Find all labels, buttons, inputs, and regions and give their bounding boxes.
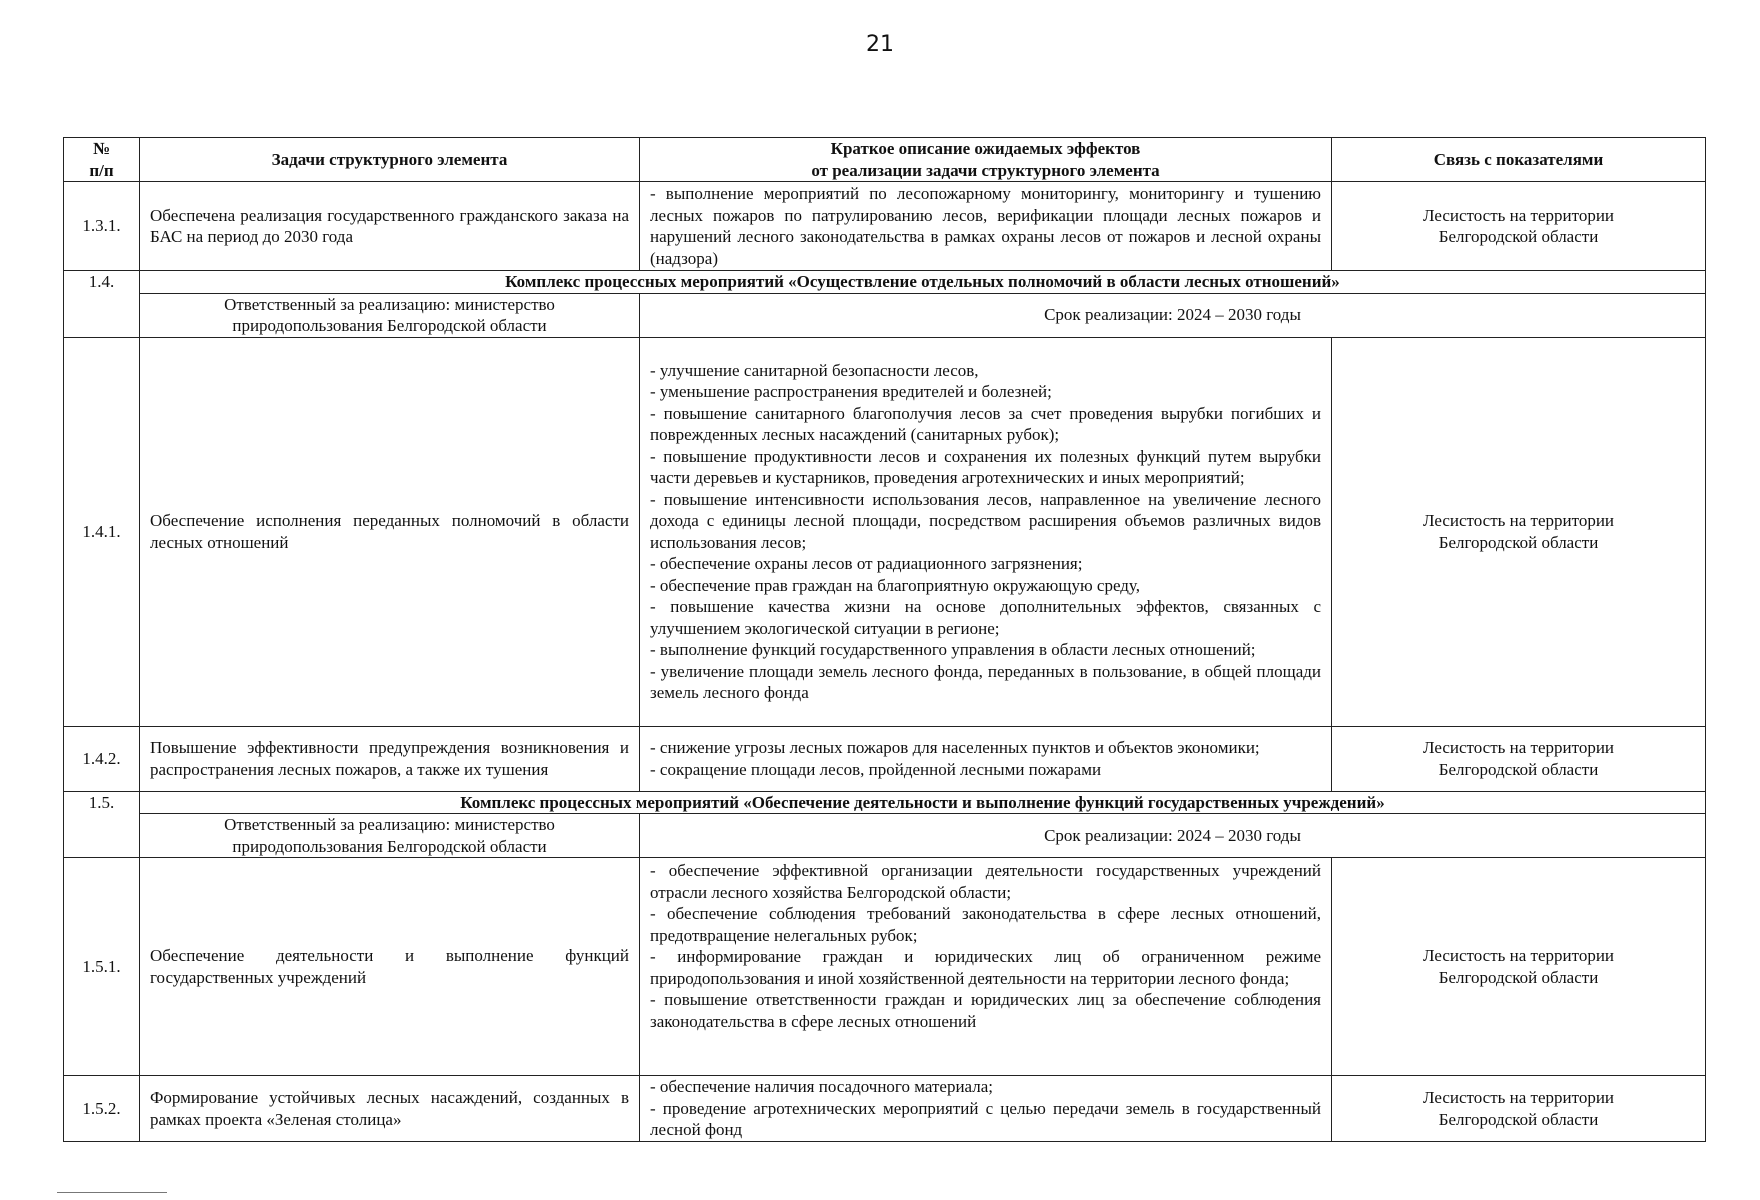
row-number: 1.5.1. [64, 858, 140, 1076]
section-title: Комплекс процессных мероприятий «Осуществление отдельных полномочий в области лесных отношений» [140, 271, 1706, 294]
task-cell: Обеспечение исполнения переданных полномочий в области лесных отношений [140, 337, 640, 726]
indicator-line2: Белгородской области [1438, 759, 1599, 779]
effects-cell [640, 1076, 1332, 1142]
indicator-line2: Белгородской области [1438, 227, 1599, 246]
table-row [64, 726, 1706, 791]
effect-item: - обеспечение соблюдения требований законодательства в сфере лесных отношений, предотвращение нелегальных рубок; [650, 904, 1321, 945]
effect-item: - повышение ответственности граждан и юридических лиц за обеспечение соблюдения законодательства в сфере лесных отношений [650, 990, 1321, 1031]
section-meta-row [64, 814, 1706, 858]
header-tasks: Задачи структурного элемента [140, 138, 640, 182]
indicator-line1: Лесистость на территории [1422, 738, 1615, 757]
effects-cell [640, 182, 1332, 271]
task-cell: Формирование устойчивых лесных насаждений, созданных в рамках проекта «Зеленая столица» [140, 1076, 640, 1142]
header-effects-line2: от реализации задачи структурного элемента [811, 160, 1160, 180]
task-cell: Обеспечена реализация государственного гражданского заказа на БАС на период до 2030 года [140, 182, 640, 271]
effects-cell [640, 858, 1332, 1076]
indicator-line2: Белгородской области [1438, 1109, 1599, 1129]
effect-item: - повышение продуктивности лесов и сохранения их полезных функций путем вырубки части деревьев и кустарников, проведения агротехнических и иных мероприятий; [650, 446, 1321, 487]
indicator-cell [1332, 337, 1706, 726]
responsible-line2: природопользования Белгородской области [232, 316, 547, 335]
header-num [64, 138, 140, 182]
indicator-line1: Лесистость на территории [1422, 946, 1615, 965]
effect-item: - проведение агротехнических мероприятий с целью передачи земель в государственный лесной фонд [650, 1098, 1321, 1140]
header-row [64, 138, 1706, 182]
effect-item: - уменьшение распространения вредителей и болезней; [650, 382, 1052, 401]
section-number: 1.5. [64, 791, 140, 858]
section-row [64, 271, 1706, 294]
structural-elements-table [63, 137, 1706, 1142]
row-number: 1.3.1. [64, 182, 140, 271]
period-cell: Срок реализации: 2024 – 2030 годы [640, 814, 1706, 858]
header-num-line1: № [92, 139, 111, 158]
table-row [64, 1076, 1706, 1142]
indicator-line2: Белгородской области [1438, 532, 1599, 552]
indicator-cell [1332, 1076, 1706, 1142]
responsible-cell [140, 814, 640, 858]
effect-item: - снижение угрозы лесных пожаров для населенных пунктов и объектов экономики; [650, 738, 1260, 757]
header-num-line2: п/п [89, 160, 114, 180]
header-effects [640, 138, 1332, 182]
indicator-line1: Лесистость на территории [1422, 205, 1615, 225]
responsible-line1: Ответственный за реализацию: министерство [224, 815, 555, 834]
indicator-cell [1332, 726, 1706, 791]
page-number: 21 [866, 32, 894, 57]
table-row [64, 337, 1706, 726]
section-meta-row [64, 293, 1706, 337]
indicator-line2: Белгородской области [1438, 967, 1599, 987]
section-number: 1.4. [64, 271, 140, 338]
period-cell: Срок реализации: 2024 – 2030 годы [640, 293, 1706, 337]
effects-cell [640, 726, 1332, 791]
effect-item: - повышение санитарного благополучия лесов за счет проведения вырубки погибших и поврежденных лесных насаждений (санитарных рубок); [650, 403, 1321, 444]
responsible-line1: Ответственный за реализацию: министерство [224, 294, 555, 314]
indicator-cell [1332, 858, 1706, 1076]
task-cell: Обеспечение деятельности и выполнение функций государственных учреждений [140, 858, 640, 1076]
responsible-line2: природопользования Белгородской области [232, 836, 547, 856]
effect-item: - увеличение площади земель лесного фонда, переданных в пользование, в общей площади земель лесного фонда [650, 661, 1321, 702]
indicator-line1: Лесистость на территории [1422, 1088, 1615, 1107]
indicator-line1: Лесистость на территории [1422, 511, 1615, 530]
table-row [64, 858, 1706, 1076]
header-link: Связь с показателями [1332, 138, 1706, 182]
effect-item: - улучшение санитарной безопасности лесов, [650, 360, 979, 380]
effect-item: - обеспечение прав граждан на благоприятную окружающую среду, [650, 575, 1140, 595]
header-effects-line1: Краткое описание ожидаемых эффектов [830, 139, 1141, 158]
table-row [64, 182, 1706, 271]
effect-item: - обеспечение эффективной организации деятельности государственных учреждений отрасли лесного хозяйства Белгородской области; [650, 861, 1321, 902]
effect-item: - выполнение мероприятий по лесопожарному мониторингу, мониторингу и тушению лесных пожаров по патрулированию лесов, верификации площади лесных пожаров и нарушений лесного законодательства в рамках охраны лесов от пожаров и лесной охраны (надзора) [650, 184, 1321, 268]
effect-item: - выполнение функций государственного управления в области лесных отношений; [650, 640, 1256, 659]
section-title: Комплекс процессных мероприятий «Обеспечение деятельности и выполнение функций государственных учреждений» [140, 791, 1706, 814]
footnote-divider [57, 1192, 167, 1193]
responsible-cell [140, 293, 640, 337]
row-number: 1.5.2. [64, 1076, 140, 1142]
row-number: 1.4.2. [64, 726, 140, 791]
effect-item: - повышение интенсивности использования лесов, направленное на увеличение лесного дохода с единицы лесной площади, посредством расширения объемов различных видов использования лесов; [650, 489, 1321, 552]
section-row [64, 791, 1706, 814]
indicator-cell [1332, 182, 1706, 271]
task-cell: Повышение эффективности предупреждения возникновения и распространения лесных пожаров, а также их тушения [140, 726, 640, 791]
effects-cell [640, 337, 1332, 726]
effect-item: - повышение качества жизни на основе дополнительных эффектов, связанных с улучшением экологической ситуации в регионе; [650, 597, 1321, 638]
effect-item: - информирование граждан и юридических лиц об ограниченном режиме природопользования и иной хозяйственной деятельности на территории лесного фонда; [650, 947, 1321, 988]
effect-item: - обеспечение наличия посадочного материала; [650, 1077, 993, 1097]
row-number: 1.4.1. [64, 337, 140, 726]
effect-item: - сокращение площади лесов, пройденной лесными пожарами [650, 759, 1102, 779]
effect-item: - обеспечение охраны лесов от радиационного загрязнения; [650, 554, 1083, 573]
